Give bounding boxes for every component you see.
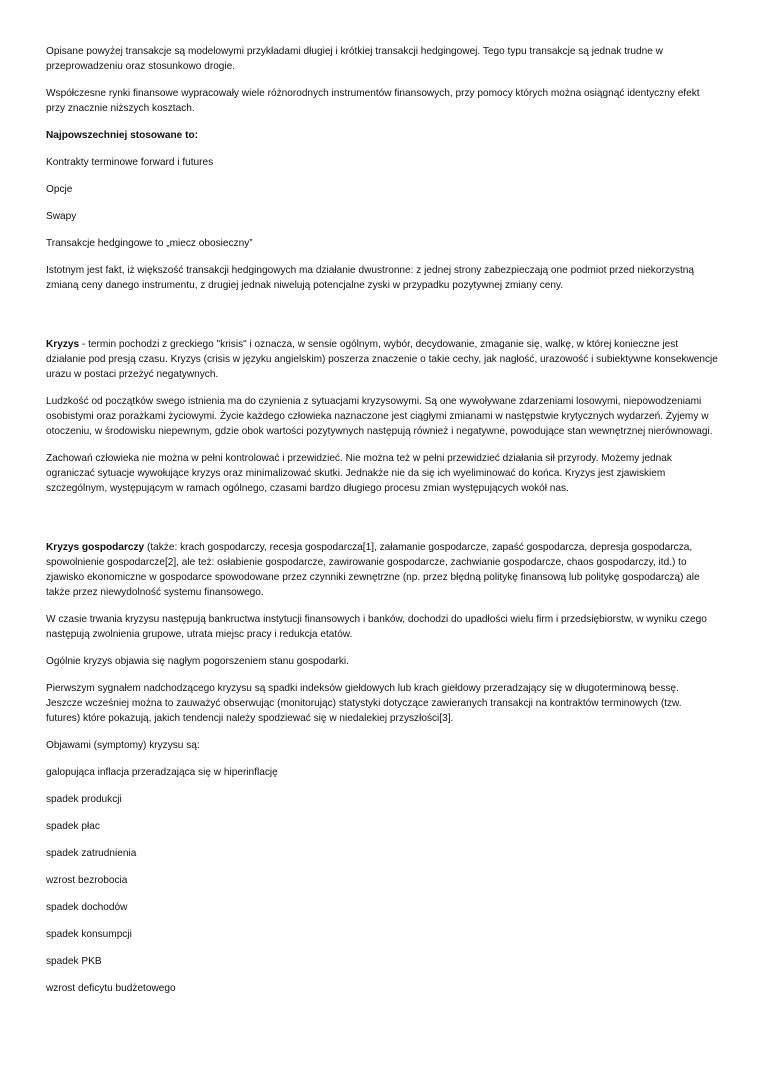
kryzys-gospodarczy-paragraph-3: Ogólnie kryzys objawia się nagłym pogorszeniem stanu gospodarki. <box>46 656 349 667</box>
list-item: Transakcje hedgingowe to „miecz obosieczny” <box>46 238 253 249</box>
symptom-item: spadek produkcji <box>46 794 122 805</box>
intro-heading: Najpowszechniej stosowane to: <box>46 130 198 141</box>
document-page <box>46 44 718 1008</box>
kryzys-gospodarczy-definition-paragraph <box>46 540 718 600</box>
intro-paragraph-1: Opisane powyżej transakcje są modelowymi przykładami długiej i krótkiej transakcji hedgingowej. Tego typu transakcje są jednak trudne w przeprowadzeniu oraz stosunkowo drogie. <box>46 46 663 72</box>
intro-paragraph-2: Współczesne rynki finansowe wypracowały wiele różnorodnych instrumentów finansowych, przy pomocy których można osiągnąć identyczny efekt przy znacznie niższych kosztach. <box>46 88 700 114</box>
kryzys-gospodarczy-paragraph-2: W czasie trwania kryzysu następują bankructwa instytucji finansowych i banków, dochodzi do upadłości wielu firm i przedsiębiorstw, w wyniku czego następują zwolnienia grupowe, utrata miejsc pracy i redukcja etatów. <box>46 614 707 640</box>
symptoms-intro: Objawami (symptomy) kryzysu są: <box>46 740 200 751</box>
intro-paragraph-3: Istotnym jest fakt, iż większość transakcji hedgingowych ma działanie dwustronne: z jednej strony zabezpieczają one podmiot przed niekorzystną zmianą ceny danego instrumentu, z drugiej jednak niwelują potencjalne zyski w przypadku pozytywnej zmiany ceny. <box>46 265 695 291</box>
kryzys-paragraph-3: Zachowań człowieka nie można w pełni kontrolować i przewidzieć. Nie można też w pełni przewidzieć działania sił przyrody. Możemy jednak ograniczać sytuacje wywołujące kryzys oraz minimalizować skutki. Jednakże nie da się ich wyeliminować do końca. Kryzys jest zjawiskiem szczególnym, występującym w ramach ogólnego, czasami bardzo długiego procesu zmian występujących wokół nas. <box>46 453 672 494</box>
symptom-item: spadek PKB <box>46 956 102 967</box>
list-item: Kontrakty terminowe forward i futures <box>46 157 214 168</box>
symptom-item: wzrost bezrobocia <box>46 875 128 886</box>
list-item: Swapy <box>46 211 77 222</box>
kryzys-gospodarczy-paragraph-4: Pierwszym sygnałem nadchodzącego kryzysu są spadki indeksów giełdowych lub krach giełdowy przeradzający się w długoterminową bessę. Jeszcze wcześniej można to zauważyć obserwując (monitorując) statystyki dotyczące zawieranych transakcji na kontraktów terminowych (tzw. futures) które pokazują, jakich tendencji należy spodziewać się w niedalekiej przyszłości[3]. <box>46 683 682 724</box>
symptom-item: spadek płac <box>46 821 100 832</box>
symptom-item: spadek konsumpcji <box>46 929 132 940</box>
kryzys-definition-paragraph <box>46 337 718 382</box>
list-item: Opcje <box>46 184 73 195</box>
symptom-item: spadek zatrudnienia <box>46 848 137 859</box>
symptom-item: galopująca inflacja przeradzająca się w hiperinflację <box>46 767 278 778</box>
kryzys-paragraph-2: Ludzkość od początków swego istnienia ma do czynienia z sytuacjami kryzysowymi. Są one wywoływane zdarzeniami losowymi, niepowodzeniami osobistymi oraz porażkami życiowymi. Życie każdego człowieka naznaczone jest ciągłymi zmianami w następstwie krytycznych wydarzeń. Żyjemy w otoczeniu, w środowisku niepewnym, gdzie obok wartości pozytywnych następują również i negatywne, powodujące stan wewnętrznej nierównowagi. <box>46 396 713 437</box>
kryzys-gospodarczy-definition: (także: krach gospodarczy, recesja gospodarcza[1], załamanie gospodarcze, zapaść gospodarcza, depresja gospodarcza, spowolnienie gospodarcze[2], ale też: osłabienie gospodarcze, zawirowanie gospodarcze, zachwianie gospodarcze, chaos gospodarczy, itd.) to zjawisko ekonomiczne w gospodarce spowodowane przez czynniki zewnętrzne (np. przez błędną politykę finansową lub politykę gospodarczą) ale także przez niewydolność systemu finansowego. <box>46 542 700 598</box>
kryzys-definition: - termin pochodzi z greckiego "krisis" i oznacza, w sensie ogólnym, wybór, decydowanie, zmaganie się, walkę, w której konieczne jest działanie pod presją czasu. Kryzys (crisis w języku angielskim) poszerza znaczenie o takie cechy, jak nagłość, urazowość i subiektywne konsekwencje urazu w postaci przeżyć negatywnych. <box>46 339 718 380</box>
section-spacer <box>46 305 718 337</box>
kryzys-gospodarczy-term: Kryzys gospodarczy <box>46 542 145 553</box>
symptom-item: spadek dochodów <box>46 902 128 913</box>
section-spacer <box>46 508 718 540</box>
kryzys-term: Kryzys <box>46 339 80 350</box>
symptom-item: wzrost deficytu budżetowego <box>46 983 176 994</box>
